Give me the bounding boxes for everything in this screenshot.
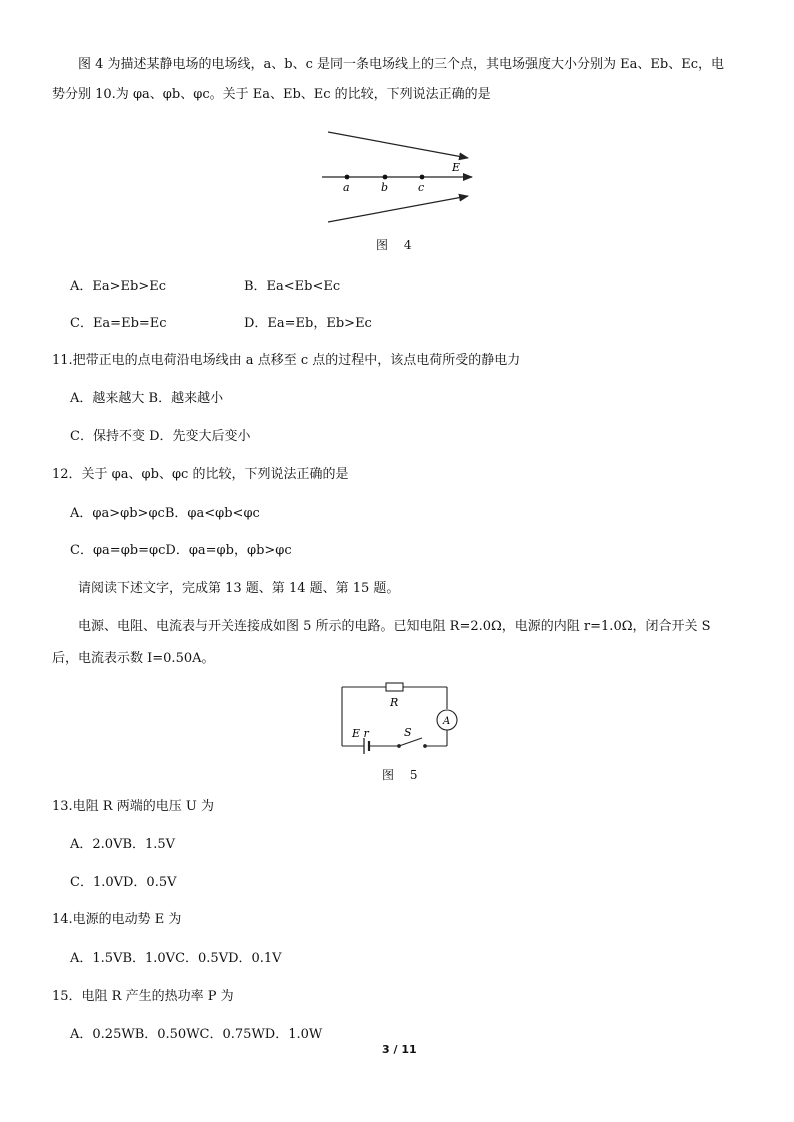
q11-options-line2: C．保持不变 D．先变大后变小: [70, 429, 251, 444]
q12-options-line1: A．φa>φb>φcB．φa<φb<φc: [70, 506, 260, 521]
q12-stem: 12．关于 φa、φb、φc 的比较，下列说法正确的是: [52, 467, 349, 482]
point-a: [345, 175, 350, 180]
label-S: S: [404, 726, 412, 739]
point-b: [383, 175, 388, 180]
q11-stem: 11.把带正电的点电荷沿电场线由 a 点移至 c 点的过程中，该点电荷所受的静电力: [52, 353, 521, 368]
page-number: 3 / 11: [382, 1043, 417, 1056]
upper-field-line: [328, 132, 468, 158]
label-A: A: [443, 716, 451, 727]
q13-options-line1: A．2.0VB．1.5V: [70, 837, 176, 852]
figure-4-caption: 图 4: [376, 238, 418, 252]
q10-stem-line2: 势分别 10.为 φa、φb、φc。关于 Ea、Eb、Ec 的比较，下列说法正确的是: [52, 87, 491, 102]
passage-line2: 后，电流表示数 I=0.50A。: [52, 651, 215, 666]
switch-S: [399, 738, 422, 746]
q12-options-line2: C．φa=φb=φcD．φa=φb，φb>φc: [70, 543, 292, 558]
passage-line1: 电源、电阻、电流表与开关连接成如图 5 所示的电路。已知电阻 R=2.0Ω，电源的内阻 r=1.0Ω，闭合开关 S: [78, 619, 711, 634]
label-R: R: [390, 696, 399, 709]
label-b: b: [381, 181, 389, 194]
figure-4-electric-field-lines: [310, 120, 490, 232]
q13-options-line2: C．1.0VD．0.5V: [70, 875, 177, 890]
lower-field-line: [328, 196, 468, 222]
label-c: c: [418, 181, 425, 194]
q15-options: A．0.25WB．0.50WC．0.75WD．1.0W: [70, 1027, 323, 1042]
q10-option-b: B．Ea<Eb<Ec: [244, 279, 341, 294]
q10-option-d: D．Ea=Eb，Eb>Ec: [244, 316, 372, 331]
q10-option-c: C．Ea=Eb=Ec: [70, 316, 167, 331]
label-E-r: E r: [352, 727, 369, 740]
figure-5-caption: 图 5: [382, 768, 424, 782]
reading-instruction: 请阅读下述文字，完成第 13 题、第 14 题、第 15 题。: [78, 581, 400, 596]
q10-option-a: A．Ea>Eb>Ec: [70, 279, 166, 294]
q11-options-line1: A．越来越大 B．越来越小: [70, 391, 224, 406]
q13-stem: 13.电阻 R 两端的电压 U 为: [52, 799, 214, 814]
q14-options: A．1.5VB．1.0VC．0.5VD．0.1V: [70, 951, 282, 966]
q15-stem: 15．电阻 R 产生的热功率 P 为: [52, 989, 234, 1004]
q10-stem-line1: 图 4 为描述某静电场的电场线，a、b、c 是同一条电场线上的三个点，其电场强度大小分别为 Ea、Eb、Ec，电: [78, 57, 724, 72]
label-E: E: [452, 161, 461, 174]
q14-stem: 14.电源的电动势 E 为: [52, 912, 182, 927]
resistor-R: [386, 683, 403, 691]
figure-5-circuit-diagram: [330, 676, 465, 758]
label-a: a: [343, 181, 350, 194]
point-c: [420, 175, 425, 180]
